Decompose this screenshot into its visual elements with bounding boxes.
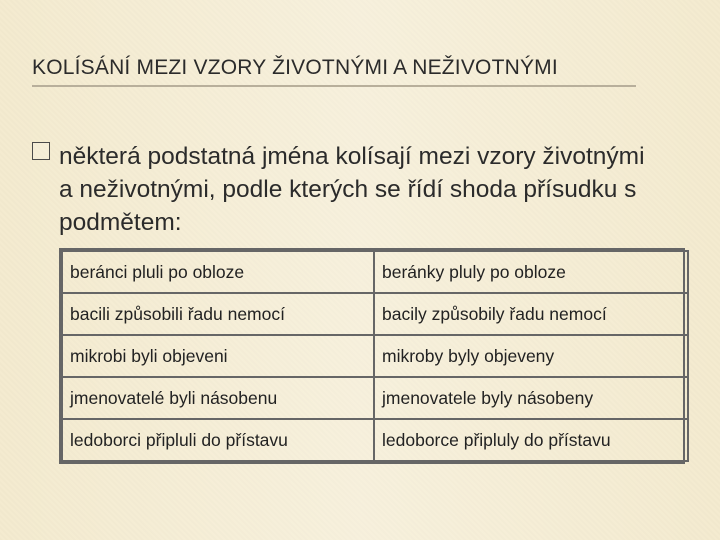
table-cell-animate: ledoborci připluli do přístavu <box>62 419 374 461</box>
table-cell-inanimate: mikroby byly objeveny <box>374 335 688 377</box>
bullet-text: některá podstatná jména kolísají mezi vzory životnými a neživotnými, podle kterých se řídí shoda přísudku s podmětem: <box>59 143 645 236</box>
table-cell-inanimate: jmenovatele byly násobeny <box>374 377 688 419</box>
table-cell-animate: mikrobi byli objeveni <box>62 335 374 377</box>
table-cell-inanimate: beránky pluly po obloze <box>374 251 688 293</box>
table-cell-animate: beránci pluli po obloze <box>62 251 374 293</box>
table-row <box>62 377 688 419</box>
square-bullet-icon <box>32 142 50 160</box>
table-cell-animate: jmenovatelé byli násobenu <box>62 377 374 419</box>
table-row <box>62 293 688 335</box>
table-cell-inanimate: ledoborce připluly do přístavu <box>374 419 688 461</box>
table-row <box>62 251 688 293</box>
table-cell-animate: bacili způsobili řadu nemocí <box>62 293 374 335</box>
table-row <box>62 335 688 377</box>
bullet-point <box>32 140 652 244</box>
examples-table-grid <box>61 250 689 462</box>
table-cell-inanimate: bacily způsobily řadu nemocí <box>374 293 688 335</box>
title-divider <box>32 85 636 87</box>
examples-table <box>59 248 685 464</box>
table-row <box>62 419 688 461</box>
slide-title: KOLÍSÁNÍ MEZI VZORY ŽIVOTNÝMI A NEŽIVOTNÝMI <box>32 56 558 79</box>
